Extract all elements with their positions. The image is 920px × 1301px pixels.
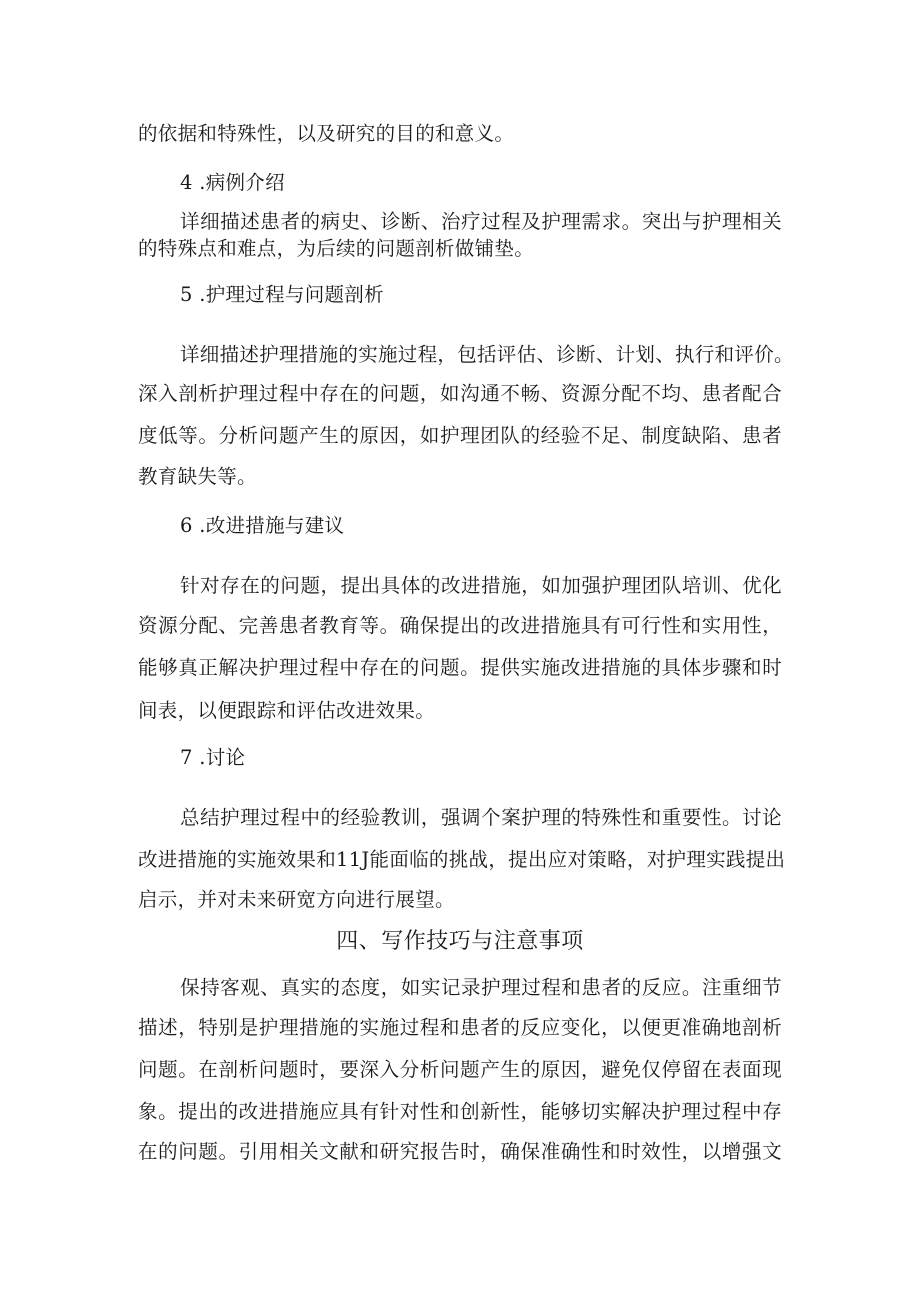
item-heading-7: 7 .讨论 (180, 746, 246, 769)
item-heading-5: 5 .护理过程与问题剖析 (180, 283, 384, 306)
paragraph-line: 教育缺失等。 (138, 465, 257, 488)
paragraph-line: 问题。在剖析问题时，要深入分析问题产生的原因，避免仅停留在表面现 (138, 1058, 782, 1081)
item-heading-4: 4 .病例介绍 (180, 171, 285, 194)
paragraph-line: 启示，并对未来研宽方向进行展望。 (138, 888, 455, 911)
item-heading-6: 6 .改进措施与建议 (180, 514, 345, 537)
paragraph-line: 改进措施的实施效果和11J能面临的挑战，提出应对策略，对护理实践提出 (138, 848, 786, 871)
paragraph-line: 的依据和特殊性，以及研究的目的和意义。 (138, 122, 515, 145)
paragraph-line: 描述，特别是护理措施的实施过程和患者的反应变化，以便更准确地剖析 (138, 1016, 782, 1039)
paragraph-line: 保持客观、真实的态度，如实记录护理过程和患者的反应。注重细节 (180, 976, 782, 999)
paragraph-line: 度低等。分析问题产生的原因，如护理团队的经验不足、制度缺陷、患者 (138, 424, 782, 447)
paragraph-line: 详细描述护理措施的实施过程，包括评估、诊断、计划、执行和评价。 (180, 343, 794, 366)
paragraph-line: 资源分配、完善患者教育等。确保提出的改进措施具有可行性和实用性， (138, 614, 782, 637)
paragraph-line: 总结护理过程中的经验教训，强调个案护理的特殊性和重要性。讨论 (180, 806, 782, 829)
paragraph-line: 能够真正解决护理过程中存在的问题。提供实施改进措施的具体步骤和时 (138, 656, 782, 679)
paragraph-line: 的特殊点和难点，为后续的问题剖析做铺垫。 (138, 237, 535, 260)
paragraph-line: 针对存在的问题，提出具体的改进措施，如加强护理团队培训、优化 (180, 574, 782, 597)
paragraph-line: 间表，以便跟踪和评估改进效果。 (138, 699, 436, 722)
paragraph-line: 详细描述患者的病史、诊断、治疗过程及护理需求。突出与护理相关 (180, 210, 782, 233)
section-heading: 四、写作技巧与注意事项 (336, 929, 584, 954)
paragraph-line: 深入剖析护理过程中存在的问题，如沟通不畅、资源分配不均、患者配合 (138, 382, 782, 405)
paragraph-line: 在的问题。引用相关文献和研究报告时，确保准确性和时效性，以增强文 (138, 1140, 782, 1163)
paragraph-line: 象。提出的改进措施应具有针对性和创新性，能够切实解决护理过程中存 (138, 1100, 782, 1123)
